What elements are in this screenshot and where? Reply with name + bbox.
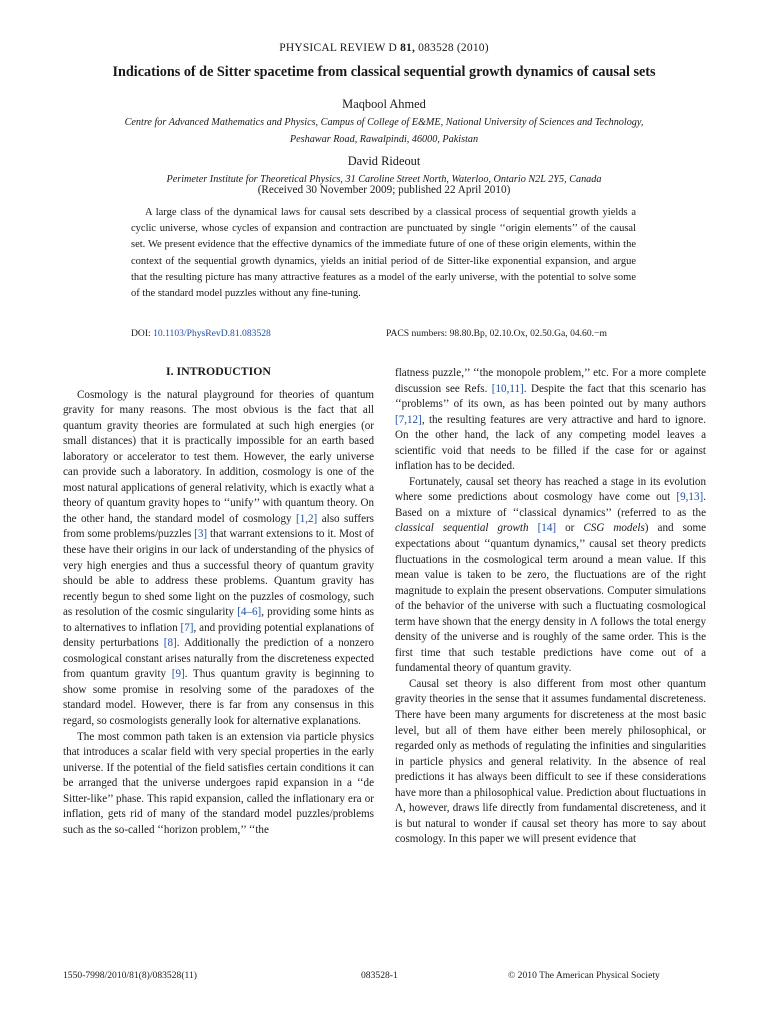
abstract-text: A large class of the dynamical laws for causal sets described by a classical process of sequential growth yields a cyclic universe, whose cycles of expansion and contraction are punctuated by single ‘‘origin elements’’ of the causal set. We present evidence that the effective dynamics of the immediate future of one of these origin elements, within the context of the sequential growth dynamics, yields an initial period of de Sitter-like exponential expansion, and argue that the resulting picture has many attractive features as a model of the early universe, with the potential to solve some of the standard model puzzles without any fine-tuning. <box>131 207 636 300</box>
journal-header <box>0 42 768 54</box>
author-affiliation-1 <box>60 115 708 148</box>
citation-link[interactable]: [8] <box>163 637 177 650</box>
citation-link[interactable]: [1,2] <box>296 512 318 525</box>
journal-article-id: 083528 (2010) <box>418 42 489 54</box>
abstract <box>131 205 636 302</box>
paragraph: Fortunately, causal set theory has reached a stage in its evolution where some predictions about cosmology have come out [9,13]. Based on a mixture of ‘‘classical dynamics’’ (referred to as the classical sequential growth [14] or CSG models) and some expectations about ‘‘quantum dynamics,’’ causal set theory predicts fluctuations in the cosmological term around a mean value. If this mean value is taken to be zero, the fluctuations are of the right magnitude to explain the present observations. Computer simulations of the behavior of the universe with such a fluctuating cosmological term have shown that the energy density in Λ follows the total energy density of the universe and is roughly of the same order. This is the first time that such testable predictions have come out of a fundamental theory of quantum gravity. <box>395 475 706 675</box>
citation-link[interactable]: [9,13] <box>676 491 704 504</box>
journal-name: PHYSICAL REVIEW D <box>279 42 397 54</box>
paragraph: flatness puzzle,’’ ‘‘the monopole problem,’’ etc. For a more complete discussion see Refs. [10,11]. Despite the fact that this scenario has ‘‘problems’’ of its own, as has been pointed out by many authors [7,12], the resulting features are very attractive and hard to ignore. On the other hand, the lack of any competing model leaves a scientific void that needs to be filled if the case for or against inflation has to be decided. <box>395 367 706 473</box>
citation-link[interactable]: [3] <box>194 528 208 541</box>
citation-link[interactable]: [7,12] <box>395 413 422 426</box>
citation-link[interactable]: [4–6] <box>237 606 262 619</box>
citation-link[interactable]: [9] <box>171 668 185 681</box>
affiliation-line: Centre for Advanced Mathematics and Physics, Campus of College of E&ME, National University of Sciences and Technology, <box>124 117 644 128</box>
citation-link[interactable]: [7] <box>180 621 194 634</box>
author-name-2: David Rideout <box>347 154 421 168</box>
doi-line <box>131 328 271 339</box>
doi-link[interactable]: 10.1103/PhysRevD.81.083528 <box>153 328 271 339</box>
left-column <box>63 364 374 838</box>
section-heading: I. INTRODUCTION <box>166 364 271 378</box>
footer-page-number: 083528-1 <box>361 970 398 981</box>
right-column <box>395 366 706 848</box>
footer-issn: 1550-7998/2010/81(8)/083528(11) <box>63 970 197 981</box>
paragraph: Causal set theory is also different from most other quantum gravity theories in the sense that it assumes fundamental discreteness. There have been many arguments for discreteness at the most basic level, but all of them have either been merely philosophical, or regarded only as methods of regulating the infinities and singularities in particle physics and general relativity. In the absence of real predictions it has always been difficult to see if these considerations have more than a philosophical value. Prediction about fluctuations in Λ, however, draws life directly from fundamental discreteness, and it is but natural to wonder if causal set theory has more to say about cosmology. In this paper we will present evidence that <box>395 677 706 846</box>
paragraph: Cosmology is the natural playground for theories of quantum gravity for many reasons. The most obvious is the fact that all quantum gravity theories are formulated at such high energies (or small distances) that it is practically impossible for an earth based laboratory or accelerator to test them. However, the early universe can provide such a laboratory. In addition, cosmology is one of the most natural applications of general relativity, which is exactly what a theory of quantum gravity hopes to ‘‘unify’’ with quantum theory. On the other hand, the standard model of cosmology [1,2] also suffers from some problems/puzzles [3] that warrant extensions to it. Most of these have their origins in our lack of understanding of the physics of very high energies and thus a successful theory of quantum gravity should be able to address these problems. Quantum gravity has recently begun to shed some light on the puzzles of cosmology, such as resolution of the cosmic singularity [4–6], providing some hints as to alternatives to inflation [7], and providing potential explanations of density perturbations [8]. Additionally the prediction of a nonzero cosmological constant arises naturally from the discreteness expected from quantum gravity [9]. Thus quantum gravity is beginning to show some promise in resolving some of the paradoxes of the standard model. However, there is far from any consensus in this regard, so cosmologists generally look for alternative explanations. <box>63 388 375 728</box>
received-date: (Received 30 November 2009; published 22 April 2010) <box>257 184 511 196</box>
affiliation-line: Perimeter Institute for Theoretical Physics, 31 Caroline Street North, Waterloo, Ontario N2L 2Y5, Canada <box>166 174 602 185</box>
paper-title: Indications of de Sitter spacetime from classical sequential growth dynamics of causal sets <box>112 64 656 80</box>
affiliation-line: Peshawar Road, Rawalpindi, 46000, Pakistan <box>289 133 479 145</box>
journal-volume: 81, <box>400 42 416 54</box>
paragraph: The most common path taken is an extension via particle physics that introduces a scalar field with very special properties in the early universe. If the potential of the field satisfies certain conditions it can be arranged that the universe undergoes rapid expansion in a ‘‘de Sitter-like’’ phase. This rapid expansion, called the inflationary era or inflation, gets rid of many of the standard model puzzles/problems such as the so-called ‘‘horizon problem,’’ ‘‘the <box>63 730 374 836</box>
footer-copyright: © 2010 The American Physical Society <box>508 970 660 981</box>
author-name-1: Maqbool Ahmed <box>342 97 426 111</box>
doi-label: DOI: <box>131 328 151 339</box>
citation-link[interactable]: [10,11] <box>491 382 524 395</box>
citation-link[interactable]: [14] <box>537 522 557 535</box>
pacs-numbers: PACS numbers: 98.80.Bp, 02.10.Ox, 02.50.Ga, 04.60.−m <box>386 328 607 339</box>
